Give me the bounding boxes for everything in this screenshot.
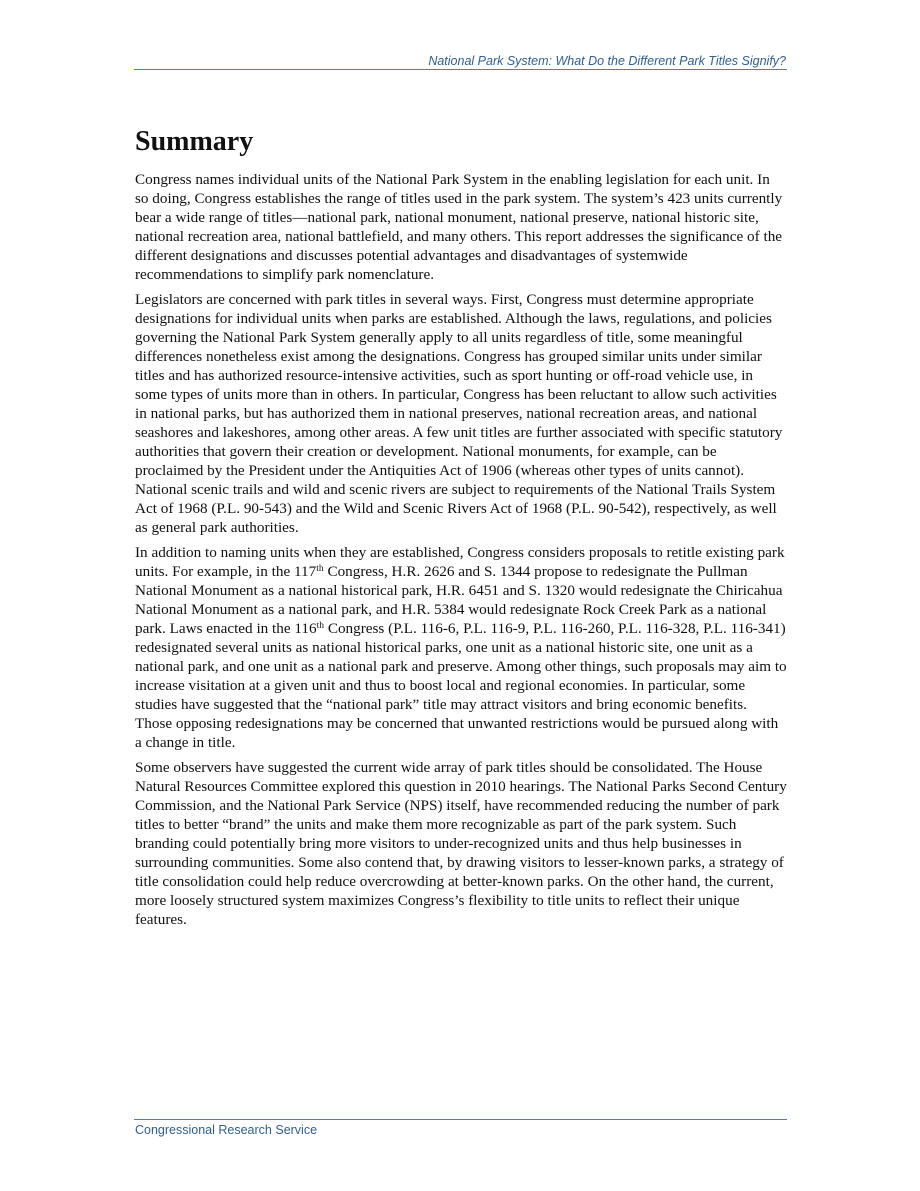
footer-organization: Congressional Research Service [135,1123,318,1137]
paragraph-2: Legislators are concerned with park titles in several ways. First, Congress must determine appropriate designations for individual units when parks are established. Although the laws, regulations, and policies governing the National Park System generally apply to all units regardless of title, some meaningful differences nonetheless exist among the designations. Congress has grouped similar units under similar titles and has authorized resource-intensive activities, such as sport hunting or off-road vehicle use, in some types of units more than in others. In particular, Congress has been reluctant to allow such activities in national parks, but has authorized them in national preserves, national recreation areas, and national seashores and lakeshores, among other areas. A few unit titles are further associated with specific statutory authorities that govern their creation or development. National monuments, for example, can be proclaimed by the President under the Antiquities Act of 1906 (whereas other types of units cannot). National scenic trails and wild and scenic rivers are subject to requirements of the National Trails System Act of 1968 (P.L. 90-543) and the Wild and Scenic Rivers Act of 1968 (P.L. 90-542), respectively, as well as general park authorities. [135,291,783,536]
running-header-title: National Park System: What Do the Different Park Titles Signify? [428,54,786,68]
footer-divider [134,1119,787,1120]
document-body [135,124,787,935]
section-heading: Summary [135,126,254,157]
paragraph-3-text-a: In addition to naming units when they are established, Congress considers proposals to retitle existing park units. For example, in the 117 [135,544,785,580]
paragraph-1: Congress names individual units of the National Park System in the enabling legislation for each unit. In so doing, Congress establishes the range of titles used in the park system. The system’s 423 units currently bear a wide range of titles—national park, national monument, national preserve, national historic site, national recreation area, national battlefield, and many others. This report addresses the significance of the different designations and discusses potential advantages and disadvantages of systemwide recommendations to simplify park nomenclature. [135,171,783,283]
ordinal-suffix: th [316,564,324,574]
ordinal-suffix: th [316,621,325,631]
paragraph-3-text-c: Congress (P.L. 116-6, P.L. 116-9, P.L. 116-260, P.L. 116-328, P.L. 116-341) redesignated several units as national historical parks, one unit as a national historic site, one unit as a national park, and one unit as a national park and preserve. Among other things, such proposals may aim to increase visitation at a given unit and thus to boost local and regional economies. In particular, some studies have suggested that the “national park” title may attract visitors and bring economic benefits. Those opposing redesignations may be concerned that unwanted restrictions would be pursued along with a change in title. [135,620,787,751]
paragraph-4: Some observers have suggested the current wide array of park titles should be consolidated. The House Natural Resources Committee explored this question in 2010 hearings. The National Parks Second Century Commission, and the National Park Service (NPS) itself, have recommended reducing the number of park titles to better “brand” the units and make them more recognizable as part of the park system. Such branding could potentially bring more visitors to under-recognized units and thus help businesses in surrounding communities. Some also contend that, by drawing visitors to lesser-known parks, a strategy of title consolidation could help reduce overcrowding at better-known parks. On the other hand, the current, more loosely structured system maximizes Congress’s flexibility to title units to reflect their unique features. [135,759,787,928]
header-divider [134,69,787,70]
paragraph-3-text-b: Congress, H.R. 2626 and S. 1344 propose to redesignate the Pullman National Monument as a national historical park, H.R. 6451 and S. 1320 would redesignate the Chiricahua National Monument as a national park, and H.R. 5384 would redesignate Rock Creek Park as a national park. Laws enacted in the 116 [135,563,783,637]
paragraph-3 [135,543,787,752]
